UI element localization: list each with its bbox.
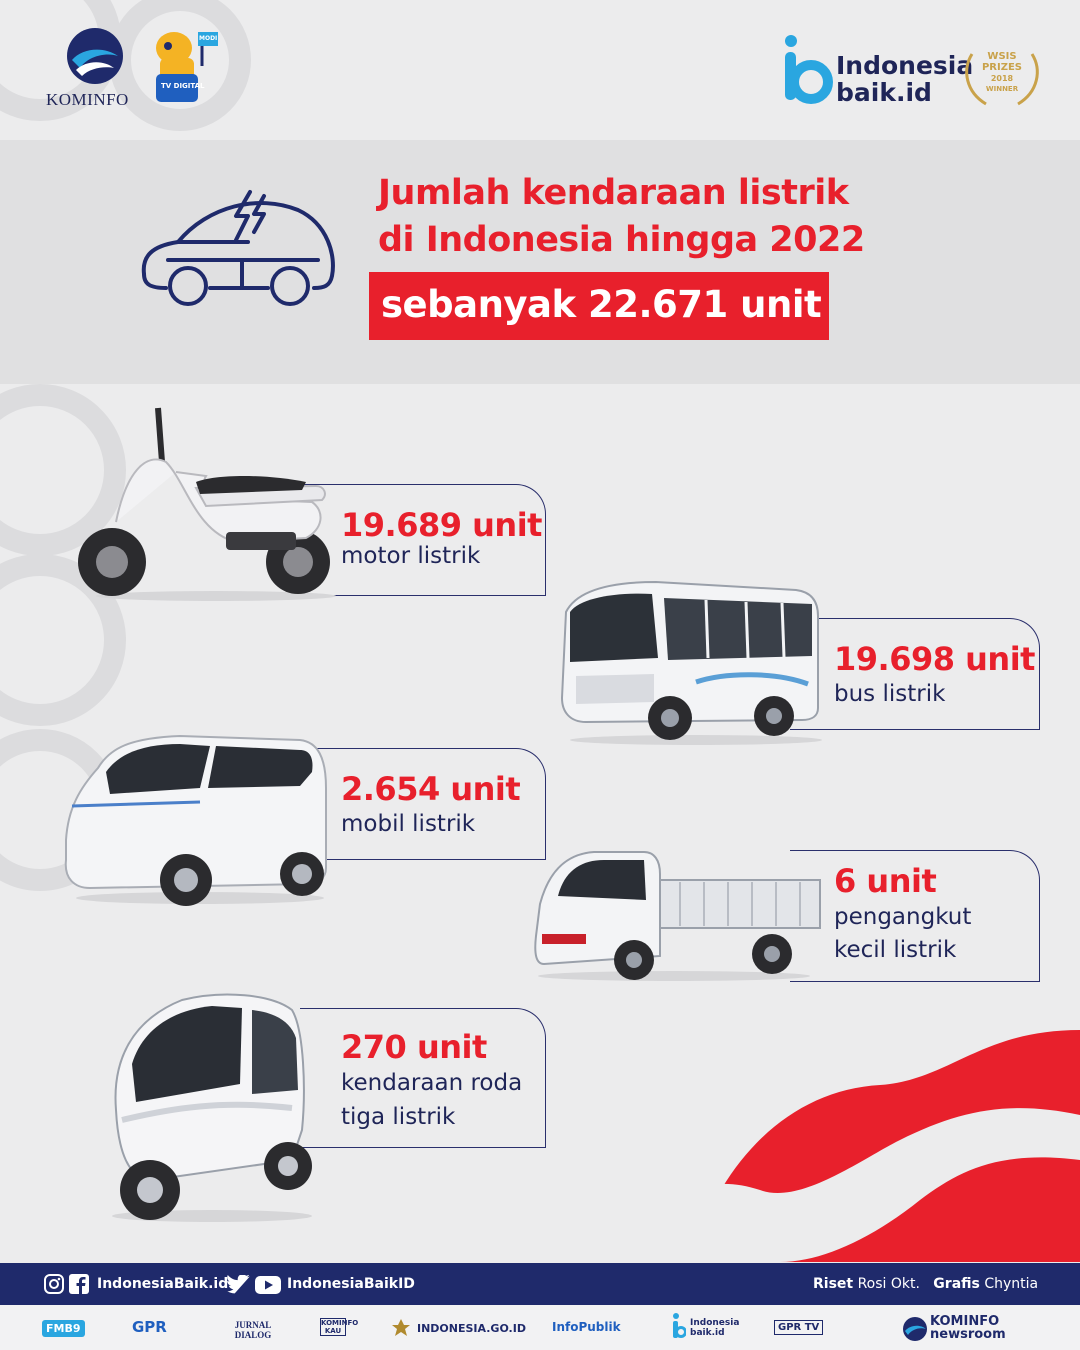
- electric-tricycle-icon: [92, 990, 328, 1226]
- partner-kominfo-kau[interactable]: KOMINFO KAU: [321, 1319, 359, 1335]
- social-handle-channels[interactable]: IndonesiaBaikID: [287, 1276, 415, 1292]
- total-count: sebanyak 22.671 unit: [381, 283, 822, 326]
- title-line-1: Jumlah kendaraan listrik: [378, 173, 849, 213]
- kominfo-logo: [60, 26, 130, 88]
- partner-gpr-tv[interactable]: GPR TV: [774, 1320, 823, 1335]
- youtube-icon[interactable]: [255, 1276, 281, 1294]
- award-line-4: WINNER: [985, 85, 1019, 93]
- brand-line-1: Indonesia: [836, 51, 974, 80]
- partner-jurnal-dialog[interactable]: JURNAL DIALOG: [234, 1320, 272, 1340]
- partner-indonesiabaik-mini-icon: [672, 1313, 686, 1339]
- twitter-icon[interactable]: [227, 1275, 251, 1294]
- item-value-mobil: 2.654 unit: [341, 770, 521, 808]
- indonesiabaik-wordmark: [836, 52, 973, 106]
- page-title: [378, 170, 865, 264]
- award-line-2: PRIZES: [981, 62, 1023, 73]
- tv-digital-mascot: [146, 26, 218, 106]
- brand-line-2: baik.id: [836, 78, 932, 107]
- instagram-icon[interactable]: [44, 1274, 64, 1294]
- newsroom-emblem-icon: [902, 1316, 928, 1342]
- item-label-pickup-line-2: kecil listrik: [834, 937, 957, 963]
- research-label: Riset: [813, 1276, 854, 1292]
- indonesiabaik-logo-mark: [783, 34, 833, 104]
- award-line-3: 2018: [990, 74, 1014, 83]
- pickup-truck-icon: [524, 844, 826, 984]
- partner-kominfo-newsroom[interactable]: KOMINFO newsroom: [930, 1314, 1006, 1342]
- kominfo-label: KOMINFO: [46, 90, 129, 109]
- graphic-name: Chyntia: [984, 1276, 1039, 1292]
- graphic-label: Grafis: [933, 1276, 980, 1292]
- credits: [813, 1276, 1038, 1292]
- electric-car-icon: [138, 186, 338, 316]
- item-label-mobil: mobil listrik: [341, 811, 476, 837]
- partner-fmb9[interactable]: FMB9: [42, 1320, 85, 1337]
- social-handle-website[interactable]: IndonesiaBaik.id: [97, 1276, 229, 1292]
- item-label-tricycle-line-1: kendaraan roda: [341, 1070, 523, 1096]
- item-label-tricycle-line-2: tiga listrik: [341, 1104, 456, 1130]
- garuda-icon: [390, 1317, 412, 1339]
- item-value-bus: 19.698 unit: [834, 640, 1035, 678]
- award-line-1: WSIS: [987, 51, 1017, 62]
- mascot-sign: TV DIGITAL: [161, 82, 205, 90]
- item-label-bus: bus listrik: [834, 681, 946, 707]
- electric-scooter-icon: [66, 402, 338, 602]
- facebook-icon[interactable]: [69, 1274, 89, 1294]
- partner-gpr[interactable]: GPR: [132, 1318, 167, 1336]
- electric-car-photo-icon: [50, 728, 330, 908]
- item-value-motor: 19.689 unit: [341, 506, 542, 544]
- kominfo-emblem-icon: [60, 26, 130, 88]
- mascot-flag: MODI: [199, 35, 218, 42]
- item-label-motor: motor listrik: [341, 543, 481, 569]
- wsis-award-badge: [962, 46, 1042, 110]
- title-line-2: di Indonesia hingga 2022: [378, 220, 865, 260]
- partner-indonesia-go-id[interactable]: INDONESIA.GO.ID: [417, 1322, 526, 1335]
- item-value-pickup: 6 unit: [834, 862, 937, 900]
- partner-indonesiabaik[interactable]: Indonesia baik.id: [690, 1318, 740, 1338]
- electric-bus-icon: [546, 572, 826, 748]
- research-name: Rosi Okt.: [857, 1276, 920, 1292]
- partner-infopublik[interactable]: InfoPublik: [552, 1320, 621, 1334]
- item-label-pickup-line-1: pengangkut: [834, 904, 972, 930]
- item-value-tricycle: 270 unit: [341, 1028, 487, 1066]
